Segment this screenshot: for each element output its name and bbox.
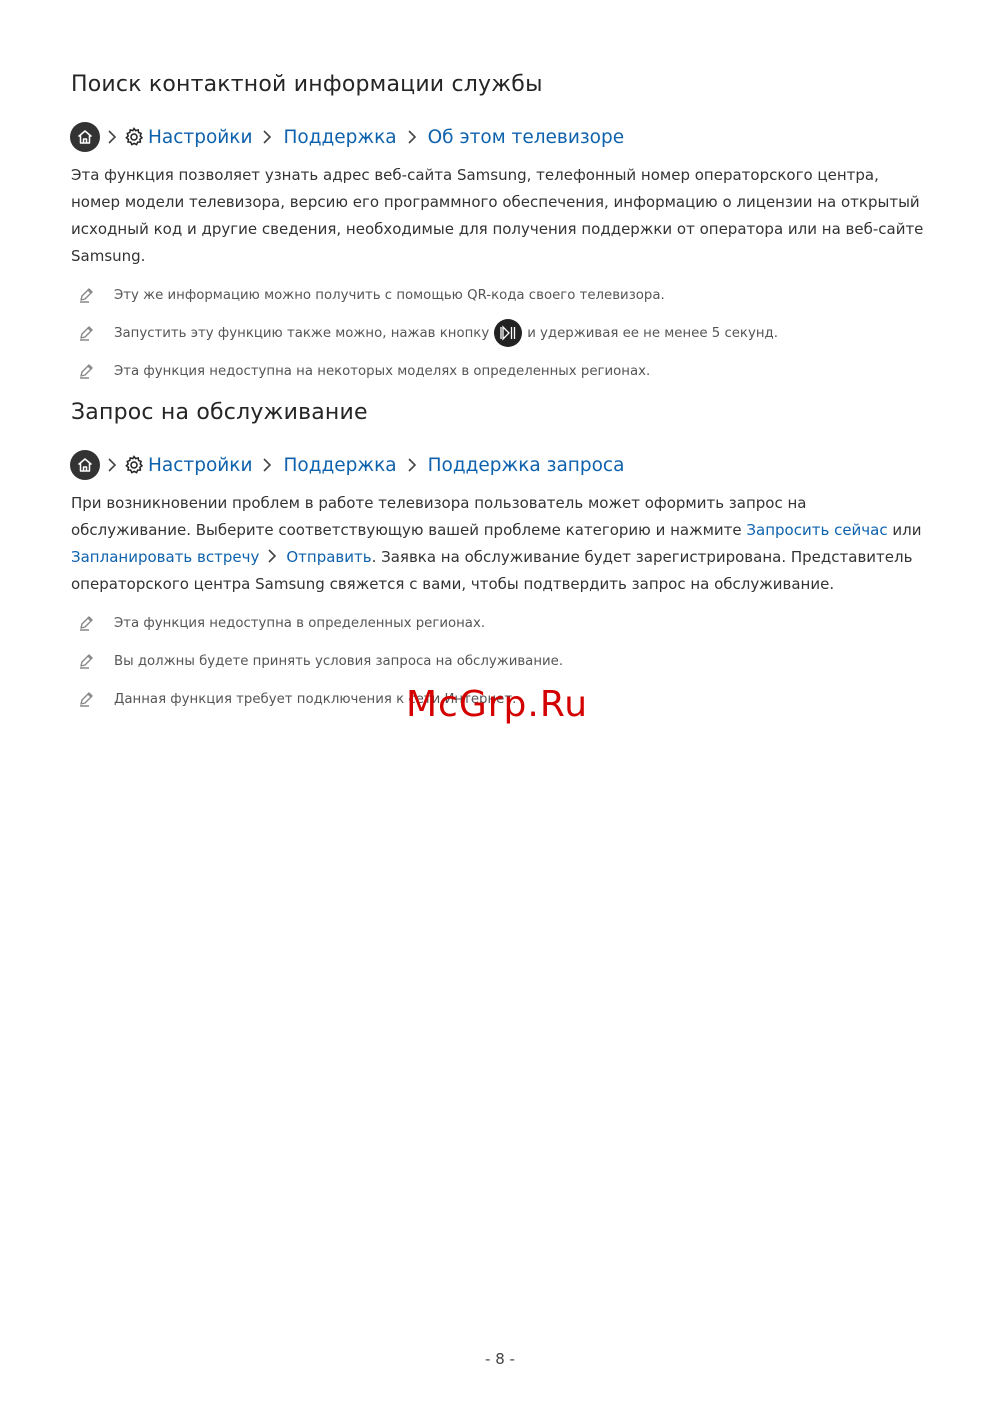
watermark: McGrp.Ru bbox=[406, 684, 589, 725]
breadcrumb-item-settings[interactable]: Настройки bbox=[148, 126, 253, 148]
breadcrumb-item-settings[interactable]: Настройки bbox=[148, 454, 253, 476]
notes-list bbox=[71, 276, 931, 390]
gear-icon bbox=[124, 127, 144, 147]
home-icon bbox=[71, 451, 99, 479]
body-text: . Заявка на обслуживание будет зарегистрирована. Представитель операторского центра Samsung свяжется с вами, чтобы подтвердить запрос на обслуживание. bbox=[71, 548, 913, 593]
section-service-request bbox=[71, 398, 931, 718]
link-send[interactable]: Отправить bbox=[286, 548, 372, 566]
section-body bbox=[71, 490, 931, 598]
note-item bbox=[71, 642, 931, 680]
chevron-right-icon bbox=[407, 129, 418, 145]
pencil-icon bbox=[77, 690, 95, 708]
note-item bbox=[71, 352, 931, 390]
link-request-now[interactable]: Запросить сейчас bbox=[746, 521, 888, 539]
note-text: Запустить эту функцию также можно, нажав кнопку bbox=[114, 325, 490, 341]
note-item bbox=[71, 604, 931, 642]
note-text: Эта функция недоступна в определенных регионах. bbox=[114, 615, 486, 631]
page-number: - 8 - bbox=[485, 1350, 515, 1368]
section-title: Запрос на обслуживание bbox=[71, 400, 368, 425]
pencil-icon bbox=[77, 652, 95, 670]
home-icon bbox=[71, 123, 99, 151]
chevron-right-icon bbox=[407, 457, 418, 473]
breadcrumb-item-support[interactable]: Поддержка bbox=[283, 126, 397, 148]
body-text-or: или bbox=[892, 521, 922, 539]
breadcrumb bbox=[71, 450, 931, 480]
note-text: Эту же информацию можно получить с помощью QR-кода своего телевизора. bbox=[114, 287, 665, 303]
chevron-right-icon bbox=[107, 129, 118, 145]
chevron-right-icon bbox=[107, 457, 118, 473]
breadcrumb-item-support[interactable]: Поддержка bbox=[283, 454, 397, 476]
breadcrumb bbox=[71, 122, 931, 152]
body-text: При возникновении проблем в работе телевизора пользователь может оформить запрос на обслуживание. Выберите соответствующую вашей проблеме категорию и нажмите bbox=[71, 494, 807, 539]
note-text: и удерживая ее не менее 5 секунд. bbox=[527, 325, 778, 341]
breadcrumb-item-about-tv[interactable]: Об этом телевизоре bbox=[427, 126, 625, 148]
pencil-icon bbox=[77, 324, 95, 342]
link-schedule-meeting[interactable]: Запланировать встречу bbox=[71, 548, 260, 566]
pencil-icon bbox=[77, 614, 95, 632]
note-text: Данная функция требует подключения к сети Интернет. bbox=[114, 691, 517, 707]
gear-icon bbox=[124, 455, 144, 475]
note-item bbox=[71, 276, 931, 314]
chevron-right-icon bbox=[262, 457, 273, 473]
note-text: Эта функция недоступна на некоторых моделях в определенных регионах. bbox=[114, 363, 651, 379]
pencil-icon bbox=[77, 362, 95, 380]
note-item bbox=[71, 314, 931, 352]
chevron-right-icon bbox=[262, 129, 273, 145]
section-title: Поиск контактной информации службы bbox=[71, 72, 543, 97]
play-pause-icon bbox=[494, 319, 522, 347]
note-text: Вы должны будете принять условия запроса на обслуживание. bbox=[114, 653, 564, 669]
section-body: Эта функция позволяет узнать адрес веб-сайта Samsung, телефонный номер операторского центра, номер модели телевизора, версию его программного обеспечения, информацию о лицензии на открытый исходный код и другие сведения, необходимые для получения поддержки от оператора или на веб-сайте Samsung. bbox=[71, 166, 924, 265]
pencil-icon bbox=[77, 286, 95, 304]
breadcrumb-item-request-support[interactable]: Поддержка запроса bbox=[427, 454, 625, 476]
chevron-right-icon bbox=[267, 548, 278, 564]
section-contact-info bbox=[71, 70, 931, 390]
